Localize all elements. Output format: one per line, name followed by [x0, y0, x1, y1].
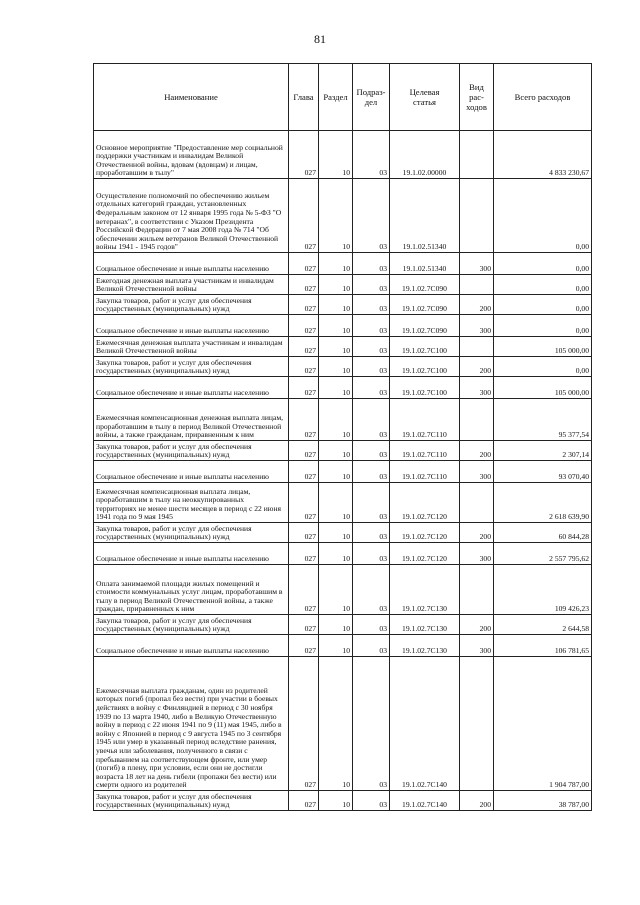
cell-chapter: 027: [289, 483, 319, 523]
cell-target: 19.1.02.7С120: [390, 543, 460, 565]
cell-subsection: 03: [353, 441, 390, 461]
cell-name: Закупка товаров, работ и услуг для обеспечения государственных (муниципальных) нужд: [94, 441, 289, 461]
cell-type: 300: [460, 253, 494, 275]
table-row: [94, 179, 592, 253]
cell-subsection: 03: [353, 253, 390, 275]
cell-target: 19.1.02.7С090: [390, 295, 460, 315]
cell-target: 19.1.02.00000: [390, 131, 460, 179]
cell-name: Ежемесячная компенсационная денежная выплата лицам, проработавшим в тылу в период Великой Отечественной войны, а также гражданам, приравненным к ним: [94, 399, 289, 441]
header-subsection: Подраз- дел: [353, 64, 390, 131]
cell-total: 0,00: [494, 179, 592, 253]
budget-table: [93, 63, 592, 811]
cell-total: 2 307,14: [494, 441, 592, 461]
cell-subsection: 03: [353, 615, 390, 635]
table-row: [94, 357, 592, 377]
cell-subsection: 03: [353, 357, 390, 377]
table-row: [94, 131, 592, 179]
cell-chapter: 027: [289, 179, 319, 253]
cell-section: 10: [319, 635, 353, 657]
cell-section: 10: [319, 657, 353, 791]
cell-target: 19.1.02.7С140: [390, 657, 460, 791]
header-name: Наименование: [94, 64, 289, 131]
cell-section: 10: [319, 543, 353, 565]
cell-chapter: 027: [289, 543, 319, 565]
cell-subsection: 03: [353, 399, 390, 441]
cell-chapter: 027: [289, 635, 319, 657]
table-row: [94, 791, 592, 811]
cell-target: 19.1.02.7С090: [390, 275, 460, 295]
cell-subsection: 03: [353, 635, 390, 657]
cell-subsection: 03: [353, 461, 390, 483]
cell-name: Осуществление полномочий по обеспечению жильем отдельных категорий граждан, установленных Федеральным законом от 12 января 1995 года № 5-ФЗ "О ветеранах", в соответствии с Указом Президента Российской Федерации от 7 мая 2008 года № 714 "Об обеспечении жильем ветеранов Великой Отечественной войны 1941 - 1945 годов": [94, 179, 289, 253]
cell-target: 19.1.02.7С100: [390, 337, 460, 357]
cell-type: [460, 565, 494, 615]
cell-total: 1 904 787,00: [494, 657, 592, 791]
cell-subsection: 03: [353, 483, 390, 523]
cell-section: 10: [319, 131, 353, 179]
cell-target: 19.1.02.7С140: [390, 791, 460, 811]
table-row: [94, 399, 592, 441]
cell-target: 19.1.02.51340: [390, 179, 460, 253]
cell-chapter: 027: [289, 337, 319, 357]
cell-type: [460, 399, 494, 441]
table-row: [94, 377, 592, 399]
cell-type: 200: [460, 523, 494, 543]
table-row: [94, 461, 592, 483]
header-total: Всего расходов: [494, 64, 592, 131]
cell-subsection: 03: [353, 295, 390, 315]
cell-section: 10: [319, 315, 353, 337]
cell-total: 106 781,65: [494, 635, 592, 657]
cell-name: Закупка товаров, работ и услуг для обеспечения государственных (муниципальных) нужд: [94, 295, 289, 315]
cell-total: 38 787,00: [494, 791, 592, 811]
cell-type: 300: [460, 635, 494, 657]
cell-chapter: 027: [289, 615, 319, 635]
cell-section: 10: [319, 179, 353, 253]
cell-chapter: 027: [289, 657, 319, 791]
cell-subsection: 03: [353, 315, 390, 337]
cell-section: 10: [319, 565, 353, 615]
cell-type: [460, 179, 494, 253]
cell-name: Социальное обеспечение и иные выплаты населению: [94, 543, 289, 565]
table-row: [94, 441, 592, 461]
cell-total: 4 833 230,67: [494, 131, 592, 179]
cell-subsection: 03: [353, 179, 390, 253]
cell-target: 19.1.02.7С130: [390, 565, 460, 615]
cell-name: Закупка товаров, работ и услуг для обеспечения государственных (муниципальных) нужд: [94, 615, 289, 635]
cell-name: Социальное обеспечение и иные выплаты населению: [94, 315, 289, 337]
cell-subsection: 03: [353, 131, 390, 179]
table-row: [94, 615, 592, 635]
cell-total: 2 557 795,62: [494, 543, 592, 565]
cell-total: 60 844,28: [494, 523, 592, 543]
cell-section: 10: [319, 483, 353, 523]
cell-total: 0,00: [494, 357, 592, 377]
cell-name: Ежегодная денежная выплата участникам и инвалидам Великой Отечественной войны: [94, 275, 289, 295]
table-row: [94, 523, 592, 543]
cell-target: 19.1.02.7С090: [390, 315, 460, 337]
cell-subsection: 03: [353, 337, 390, 357]
header-target: Целевая статья: [390, 64, 460, 131]
cell-section: 10: [319, 377, 353, 399]
header-section: Раздел: [319, 64, 353, 131]
cell-chapter: 027: [289, 441, 319, 461]
cell-section: 10: [319, 461, 353, 483]
cell-chapter: 027: [289, 315, 319, 337]
cell-section: 10: [319, 357, 353, 377]
cell-target: 19.1.02.7С110: [390, 399, 460, 441]
cell-chapter: 027: [289, 523, 319, 543]
cell-chapter: 027: [289, 357, 319, 377]
table-row: [94, 543, 592, 565]
cell-type: 300: [460, 543, 494, 565]
cell-target: 19.1.02.7С110: [390, 461, 460, 483]
page-number: 81: [314, 32, 326, 46]
cell-name: Оплата занимаемой площади жилых помещений и стоимости коммунальных услуг лицам, проработавшим в тылу в период Великой Отечественной войны, а также граждан, приравненных к ним: [94, 565, 289, 615]
cell-name: Ежемесячная компенсационная выплата лицам, проработавшим в тылу на неоккупированных территориях не менее шести месяцев в период с 22 июня 1941 года по 9 мая 1945: [94, 483, 289, 523]
cell-section: 10: [319, 791, 353, 811]
cell-subsection: 03: [353, 791, 390, 811]
cell-target: 19.1.02.7С130: [390, 615, 460, 635]
table-row: [94, 337, 592, 357]
cell-target: 19.1.02.7С100: [390, 357, 460, 377]
cell-name: Основное мероприятие "Предоставление мер социальной поддержки участникам и инвалидам Великой Отечественной войны, вдовам (вдовцам) и лицам, проработавшим в тылу": [94, 131, 289, 179]
cell-type: [460, 337, 494, 357]
table-row: [94, 275, 592, 295]
cell-total: 2 618 639,90: [494, 483, 592, 523]
cell-total: 105 000,00: [494, 337, 592, 357]
cell-chapter: 027: [289, 295, 319, 315]
cell-type: 300: [460, 315, 494, 337]
cell-section: 10: [319, 615, 353, 635]
cell-type: [460, 483, 494, 523]
cell-name: Ежемесячная денежная выплата участникам и инвалидам Великой Отечественной войны: [94, 337, 289, 357]
cell-total: 0,00: [494, 315, 592, 337]
cell-name: Социальное обеспечение и иные выплаты населению: [94, 461, 289, 483]
cell-name: Закупка товаров, работ и услуг для обеспечения государственных (муниципальных) нужд: [94, 791, 289, 811]
cell-section: 10: [319, 253, 353, 275]
cell-chapter: 027: [289, 377, 319, 399]
cell-subsection: 03: [353, 275, 390, 295]
cell-type: 200: [460, 441, 494, 461]
cell-name: Ежемесячная выплата гражданам, один из родителей которых погиб (пропал без вести) при участии в боевых действиях в войну с Финляндией в период с 30 ноября 1939 по 13 марта 1940, либо в Великую Отечественную войну в период с 22 июня 1941 по 9 (11) мая 1945, либо в войну с Японией в период с 9 августа 1945 по 3 сентября 1945 или умер в указанный период вследствие ранения, увечья или заболевания, полученного в связи с пребыванием на соответствующем фронте, или умер (погиб) в плену, при условии, если они не достигли возраста 18 лет на день гибели (пропажи без вести) или смерти одного из родителей: [94, 657, 289, 791]
cell-type: [460, 275, 494, 295]
cell-section: 10: [319, 337, 353, 357]
cell-section: 10: [319, 523, 353, 543]
header-expense-type: Вид рас- ходов: [460, 64, 494, 131]
cell-chapter: 027: [289, 131, 319, 179]
cell-section: 10: [319, 441, 353, 461]
table-header-row: [94, 64, 592, 131]
cell-section: 10: [319, 295, 353, 315]
header-chapter: Глава: [289, 64, 319, 131]
cell-type: [460, 657, 494, 791]
cell-chapter: 027: [289, 565, 319, 615]
cell-chapter: 027: [289, 399, 319, 441]
cell-target: 19.1.02.51340: [390, 253, 460, 275]
cell-type: 300: [460, 377, 494, 399]
table-row: [94, 315, 592, 337]
cell-section: 10: [319, 275, 353, 295]
cell-chapter: 027: [289, 275, 319, 295]
cell-target: 19.1.02.7С110: [390, 441, 460, 461]
cell-type: 300: [460, 461, 494, 483]
cell-subsection: 03: [353, 377, 390, 399]
cell-chapter: 027: [289, 253, 319, 275]
cell-target: 19.1.02.7С120: [390, 523, 460, 543]
cell-total: 93 070,40: [494, 461, 592, 483]
cell-name: Закупка товаров, работ и услуг для обеспечения государственных (муниципальных) нужд: [94, 523, 289, 543]
table-row: [94, 253, 592, 275]
cell-chapter: 027: [289, 791, 319, 811]
cell-chapter: 027: [289, 461, 319, 483]
cell-total: 109 426,23: [494, 565, 592, 615]
table-row: [94, 657, 592, 791]
cell-name: Закупка товаров, работ и услуг для обеспечения государственных (муниципальных) нужд: [94, 357, 289, 377]
cell-total: 105 000,00: [494, 377, 592, 399]
cell-target: 19.1.02.7С100: [390, 377, 460, 399]
table-row: [94, 565, 592, 615]
cell-type: 200: [460, 791, 494, 811]
cell-subsection: 03: [353, 543, 390, 565]
cell-total: 0,00: [494, 275, 592, 295]
cell-type: [460, 131, 494, 179]
cell-subsection: 03: [353, 657, 390, 791]
cell-target: 19.1.02.7С120: [390, 483, 460, 523]
table-row: [94, 635, 592, 657]
cell-type: 200: [460, 295, 494, 315]
cell-name: Социальное обеспечение и иные выплаты населению: [94, 377, 289, 399]
cell-total: 2 644,58: [494, 615, 592, 635]
cell-target: 19.1.02.7С130: [390, 635, 460, 657]
cell-name: Социальное обеспечение и иные выплаты населению: [94, 635, 289, 657]
table-row: [94, 483, 592, 523]
cell-name: Социальное обеспечение и иные выплаты населению: [94, 253, 289, 275]
cell-total: 0,00: [494, 253, 592, 275]
cell-type: 200: [460, 357, 494, 377]
cell-total: 95 377,54: [494, 399, 592, 441]
cell-type: 200: [460, 615, 494, 635]
cell-subsection: 03: [353, 565, 390, 615]
table-row: [94, 295, 592, 315]
cell-total: 0,00: [494, 295, 592, 315]
cell-subsection: 03: [353, 523, 390, 543]
cell-section: 10: [319, 399, 353, 441]
